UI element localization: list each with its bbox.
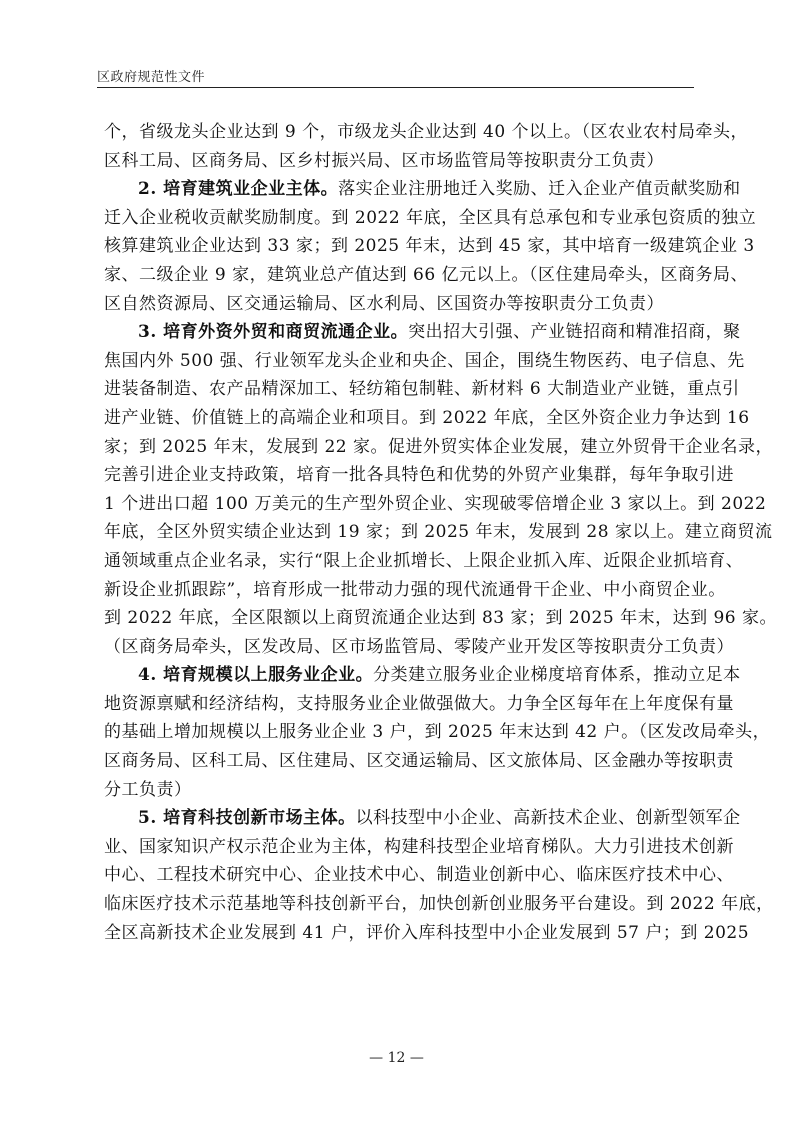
- paragraph-line: 完善引进企业支持政策，培育一批各具特色和优势的外贸产业集群，每年争取引进: [104, 465, 734, 486]
- paragraph-text: 落实企业注册地迁入奖励、迁入企业产值贡献奖励和: [338, 179, 741, 200]
- paragraph-line: 区自然资源局、区交通运输局、区水利局、区国资办等按职责分工负责）: [104, 293, 664, 314]
- paragraph-line: 到 2022 年底，全区限额以上商贸流通企业达到 83 家；到 2025 年末，达到 96 家。: [104, 608, 778, 629]
- paragraph-line: 焦国内外 500 强、行业领军龙头企业和央企、国企，围绕生物医药、电子信息、先: [104, 350, 745, 371]
- paragraph-line: 区商务局、区科工局、区住建局、区交通运输局、区文旅体局、区金融办等按职责: [104, 751, 734, 772]
- paragraph-line: 的基础上增加规模以上服务业企业 3 户，到 2025 年末达到 42 户。（区发改局牵头，: [104, 722, 771, 743]
- paragraph-line: 年底，全区外贸实绩企业达到 19 家；到 2025 年末，发展到 28 家以上。建立商贸流: [104, 522, 773, 543]
- paragraph-line: 分工负责）: [104, 779, 192, 800]
- paragraph-text: 分类建立服务业企业梯度培育体系，推动立足本: [373, 665, 741, 686]
- paragraph-text: 突出招大引强、产业链招商和精准招商，聚: [408, 322, 741, 343]
- paragraph-heading: 5. 培育科技创新市场主体。: [138, 808, 356, 829]
- paragraph-line: 迁入企业税收贡献奖励制度。到 2022 年底，全区具有总承包和专业承包资质的独立: [104, 207, 757, 228]
- paragraph-text: 以科技型中小企业、高新技术企业、创新型领军企: [355, 808, 741, 829]
- paragraph-first-line: [104, 661, 741, 690]
- paragraph-line: 核算建筑业企业达到 33 家；到 2025 年末，达到 45 家，其中培育一级建筑企业 3: [104, 236, 755, 257]
- paragraph-line: （区商务局牵头，区发改局、区市场监管局、零陵产业开发区等按职责分工负责）: [104, 636, 734, 657]
- paragraph-first-line: [104, 318, 741, 347]
- paragraph-line: 个，省级龙头企业达到 9 个，市级龙头企业达到 40 个以上。（区农业农村局牵头，: [104, 122, 749, 142]
- paragraph-line: 中心、工程技术研究中心、企业技术中心、制造业创新中心、临床医疗技术中心、: [104, 865, 734, 886]
- paragraph-first-line: [104, 175, 741, 204]
- paragraph-heading: 3. 培育外资外贸和商贸流通企业。: [138, 322, 409, 343]
- paragraph-heading: 2. 培育建筑业企业主体。: [138, 179, 339, 200]
- paragraph-line: 通领域重点企业名录，实行“限上企业抓增长、上限企业抓入库、近限企业抓培育、: [104, 550, 744, 571]
- page-number: — 12 —: [369, 1050, 424, 1066]
- paragraph-heading: 4. 培育规模以上服务业企业。: [138, 665, 374, 686]
- paragraph-4: [104, 661, 771, 804]
- paragraph-3: [104, 318, 778, 661]
- paragraph-line: 家；到 2025 年末，发展到 22 家。促进外贸实体企业发展，建立外贸骨干企业名录，: [104, 436, 774, 457]
- paragraph-line: 业、国家知识产权示范企业为主体，构建科技型企业培育梯队。大力引进技术创新: [104, 836, 734, 857]
- paragraph-line: 家、二级企业 9 家，建筑业总产值达到 66 亿元以上。（区住建局牵头，区商务局、: [104, 264, 749, 285]
- paragraph-line: 1 个进出口超 100 万美元的生产型外贸企业、实现破零倍增企业 3 家以上。到 2022: [104, 493, 767, 514]
- paragraph-line: 地资源禀赋和经济结构，支持服务业企业做强做大。力争全区每年在上年度保有量: [104, 693, 734, 714]
- paragraph-line: 进装备制造、农产品精深加工、轻纺箱包制鞋、新材料 6 大制造业产业链，重点引: [104, 379, 740, 400]
- paragraph-first-line: [104, 804, 741, 833]
- paragraph-5: [104, 804, 774, 947]
- paragraph-2: [104, 175, 757, 318]
- paragraph-line: 新设企业抓跟踪”，培育形成一批带动力强的现代流通骨干企业、中小商贸企业。: [104, 579, 726, 600]
- document-header-title: 区政府规范性文件: [97, 70, 206, 85]
- paragraph-line: 进产业链、价值链上的高端企业和项目。到 2022 年底，全区外资企业力争达到 16: [104, 407, 750, 428]
- paragraph-line: 临床医疗技术示范基地等科技创新平台，加快创新创业服务平台建设。到 2022 年底，: [104, 894, 774, 915]
- paragraph-1: [104, 118, 749, 175]
- paragraph-line: 区科工局、区商务局、区乡村振兴局、区市场监管局等按职责分工负责）: [104, 150, 664, 171]
- document-body: [104, 118, 778, 947]
- paragraph-line: 全区高新技术企业发展到 41 户，评价入库科技型中小企业发展到 57 户；到 2025: [104, 922, 750, 943]
- header-divider: [97, 87, 694, 88]
